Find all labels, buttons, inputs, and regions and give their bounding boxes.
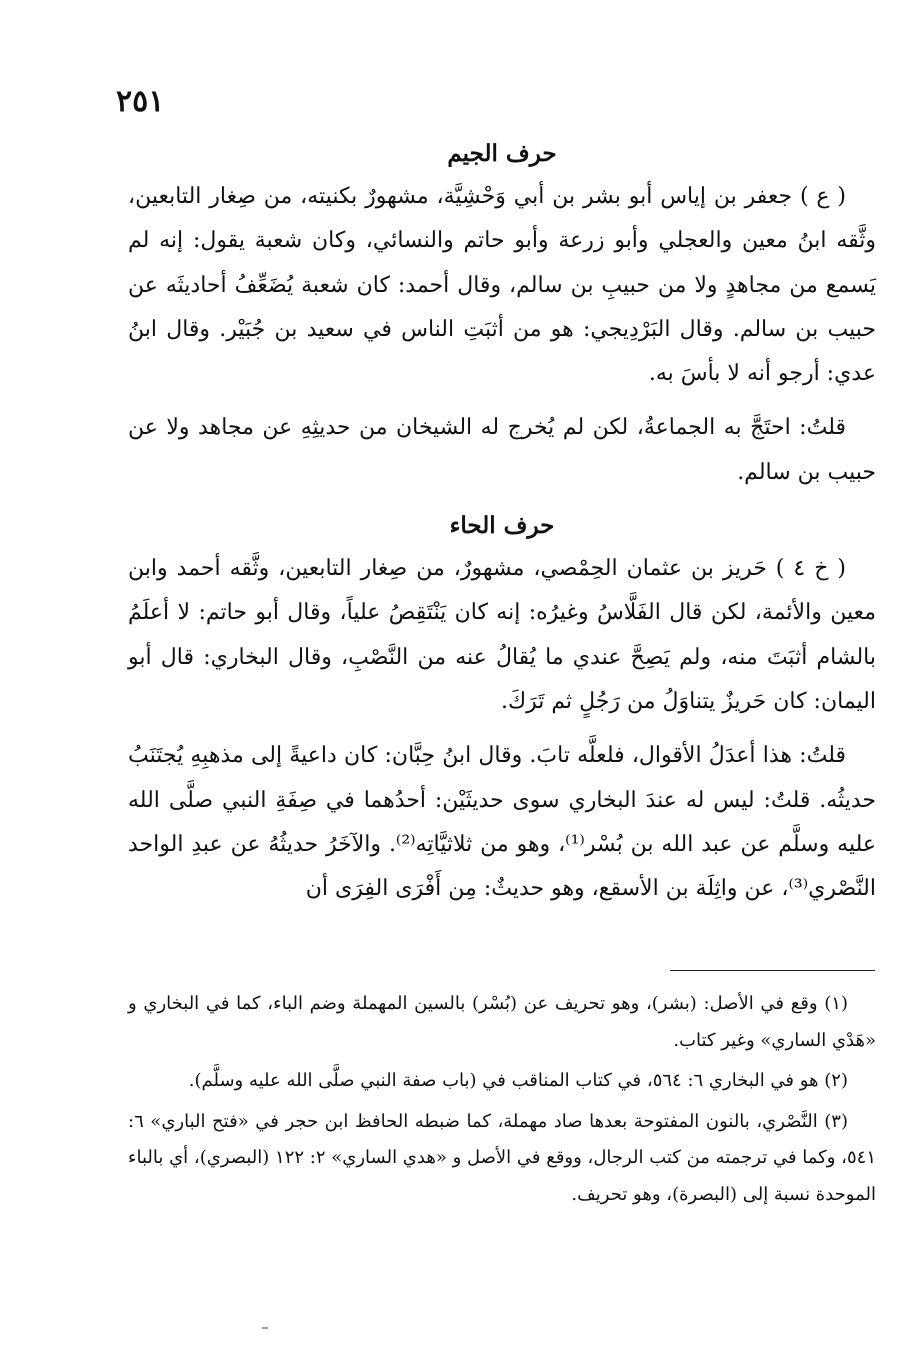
main-text	[128, 133, 876, 911]
scan-mark	[262, 1327, 268, 1329]
page-number: ٢٥١	[116, 84, 165, 119]
entry-jafar-ibn-iyas: ( ع ) جعفر بن إياس أبو بشر بن أبي وَحْشِيَّة، مشهورٌ بكنيته، من صِغار التابعين، وثَّقه ابنُ معين والعجلي وأبو زرعة وأبو حاتم والنسائي، وكان شعبة يقول: إنه لم يَسمع من مجاهدٍ ولا من حبيبِ بن سالم، وقال أحمد: كان شعبة يُضَعِّفُ أحاديثَه عن حبيب بن سالم. وقال البَرْدِيجي: هو من أثبَتِ الناس في سعيد بن جُبَيْر. وقال ابنُ عدي: أرجو أنه لا بأسَ به.	[128, 184, 876, 387]
footnote-1: (١) وقع في الأصل: (بشر)، وهو تحريف عن (بُسْر) بالسين المهملة وضم الباء، كما في البخاري و «هَدْي الساري» وغير كتاب.	[128, 993, 876, 1051]
author-note-ha: قلتُ: هذا أعدَلُ الأقوال، فلعلَّه تابَ. وقال ابنُ حِبَّان: كان داعيةً إلى مذهبِهِ يُجتَنَبُ حديثُه. قلتُ: ليس له عندَ البخاري سوى حديثَيْن: أحدُهما في صِفَةِ النبي صلَّى الله عليه وسلَّم عن عبد الله بن بُسْر⁽¹⁾، وهو من ثلاثيَّاتِه⁽²⁾. والآخَرُ حديثُهُ عن عبدِ الواحد النَّصْري⁽³⁾، عن واثِلَة بن الأسقع، وهو حديثٌ: مِن أَفْرَى الفِرَى أن	[128, 743, 876, 902]
footnotes	[128, 986, 876, 1215]
footnote-3: (٣) النَّصْري، بالنون المفتوحة بعدها صاد مهملة، كما ضبطه الحافظ ابن حجر في «فتح الباري» ٦: ٥٤١، وكما في ترجمته من كتب الرجال، ووقع في الأصل و «هدي الساري» ٢: ١٢٢ (البصري)، أي بالباء الموحدة نسبة إلى (البصرة)، وهو تحريف.	[128, 1110, 877, 1205]
author-note-jim: قلتُ: احتَجَّ به الجماعةُ، لكن لم يُخرج له الشيخان من حديثِهِ عن مجاهد ولا عن حبيب بن سالم.	[128, 415, 876, 485]
footnote-divider	[670, 970, 875, 971]
section-heading-ha: حرف الحاء	[449, 512, 555, 540]
entry-hariz-ibn-uthman: ( خ ٤ ) حَريز بن عثمان الحِمْصي، مشهورٌ، من صِغار التابعين، وثَّقه أحمد وابن معين والأئمة، لكن قال الفَلَّاسُ وغيرُه: إنه كان يَنْتَقِصُ علياً، وقال أبو حاتم: لا أعلَمُ بالشام أثبَتَ منه، ولم يَصِحَّ عندي ما يُقالُ عنه من النَّصْبِ، وقال البخاري: قال أبو اليمان: كان حَريزٌ يتناوَلُ من رَجُلٍ ثم تَرَكَ.	[128, 556, 876, 714]
section-heading-jim: حرف الجيم	[447, 140, 557, 167]
footnote-2: (٢) هو في البخاري ٦: ٥٦٤، في كتاب المناقب في (باب صفة النبي صلَّى الله عليه وسلَّم).	[188, 1070, 848, 1091]
